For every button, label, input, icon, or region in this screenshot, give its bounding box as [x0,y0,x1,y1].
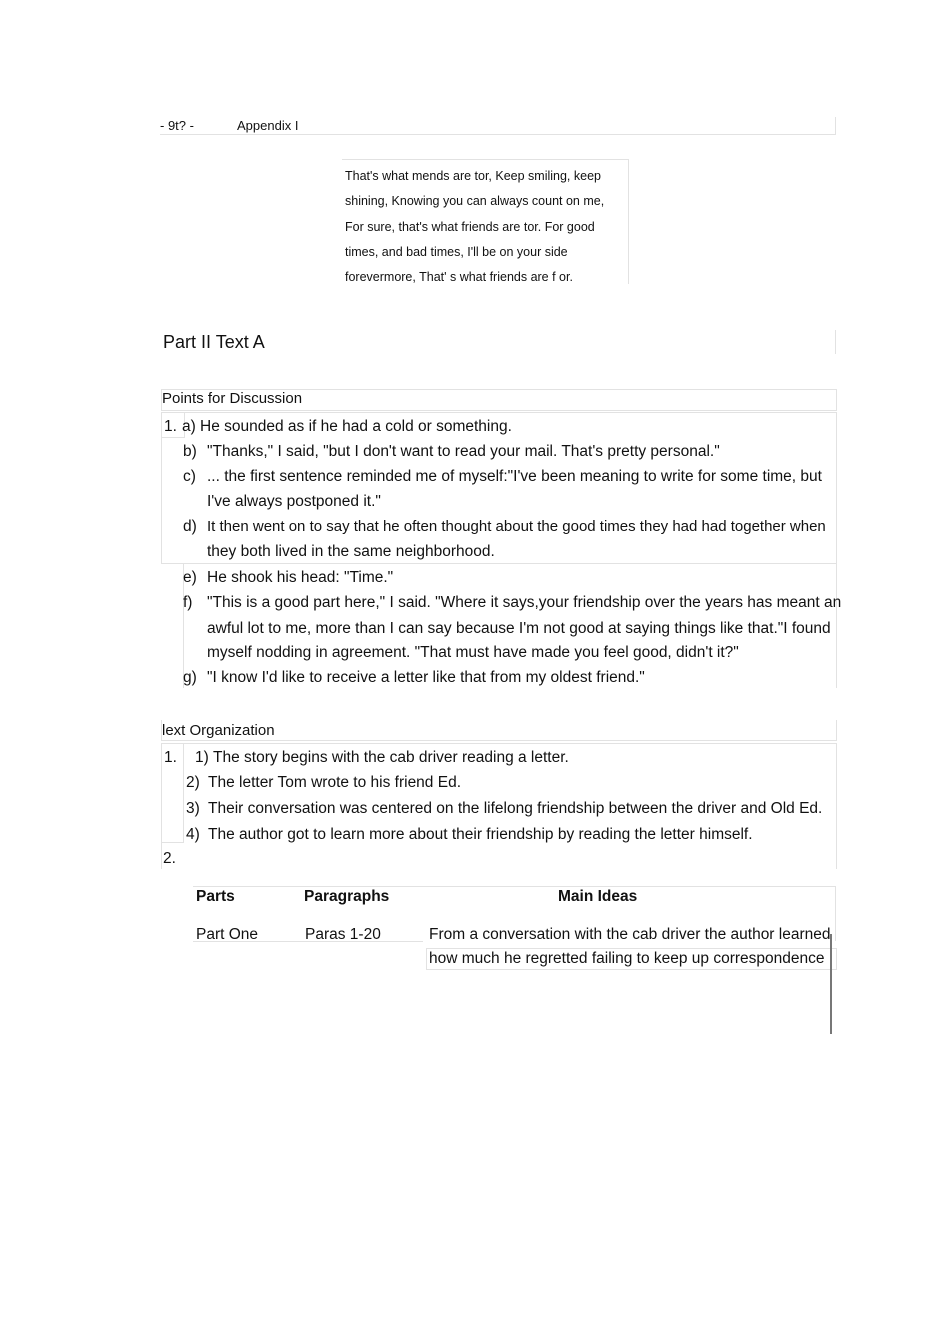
part-title-rule [835,330,836,354]
organization-line: The story begins with the cab driver reading a letter. [213,749,569,766]
organization-line: The author got to learn more about their friendship by reading the letter himself. [208,826,753,843]
discussion-marker: f) [183,594,193,611]
discussion-line: "This is a good part here," I said. "Where it says,your friendship over the years has meant an [207,594,842,611]
table-header-main-ideas: Main Ideas [558,888,638,905]
discussion-marker: e) [183,569,197,586]
discussion-line: ... the first sentence reminded me of myself:"I've been meaning to write for some time, but [207,468,822,485]
margin-rule [830,934,832,1034]
discussion-line: they both lived in the same neighborhood. [207,543,495,560]
discussion-line: He shook his head: "Time." [207,569,394,586]
discussion-line: I've always postponed it." [207,493,381,510]
table-cell-main-idea: how much he regretted failing to keep up correspondence [429,950,825,967]
table-cell-part: Part One [196,926,259,943]
table-cell-main-idea: From a conversation with the cab driver the author learned [429,926,831,943]
poem-line: shining, Knowing you can always count on me, [345,194,605,209]
page-number: - 9t? - [160,118,194,133]
poem-line: times, and bad times, I'll be on your side [345,244,568,259]
table-cell-paragraphs: Paras 1-20 [305,926,381,943]
discussion-marker: b) [183,443,197,460]
discussion-heading: Points for Discussion [162,390,303,407]
poem-line: That's what mends are tor, Keep smiling, keep [345,169,601,183]
poem-text [345,164,629,290]
organization-marker: 1) [195,749,209,766]
discussion-line: myself nodding in agreement. "That must have made you feel good, didn't it?" [207,644,739,661]
table-header-parts: Parts [196,888,235,905]
discussion-marker: g) [183,669,197,686]
discussion-line: "Thanks," I said, "but I don't want to read your mail. That's pretty personal." [207,443,720,460]
discussion-line: "I know I'd like to receive a letter like that from my oldest friend." [207,669,645,686]
discussion-line: He sounded as if he had a cold or something. [200,418,512,435]
appendix-label: Appendix I [237,118,299,133]
discussion-marker: d) [183,518,197,535]
organization-marker: 3) [186,800,200,817]
organization-q2-number: 2. [163,850,176,867]
organization-heading: lext Organization [162,722,275,739]
discussion-line: It then went on to say that he often thought about the good times they had had together when [207,518,826,535]
discussion-marker: a) [182,418,196,435]
discussion-marker: c) [183,468,196,485]
poem-line: For sure, that's what friends are tor. For good [345,219,595,234]
organization-marker: 4) [186,826,200,843]
organization-q1-number: 1. [164,749,177,766]
part-title: Part II Text A [163,332,265,352]
organization-line: Their conversation was centered on the lifelong friendship between the driver and Old Ed. [208,800,823,817]
organization-line: The letter Tom wrote to his friend Ed. [208,774,461,791]
table-header-paragraphs: Paragraphs [304,888,390,905]
poem-line: forevermore, That' s what friends are f or. [345,270,573,285]
organization-marker: 2) [186,774,200,791]
discussion-number: 1. [164,418,177,435]
discussion-line: awful lot to me, more than I can say because I'm not good at saying things like that."I found [207,620,831,637]
